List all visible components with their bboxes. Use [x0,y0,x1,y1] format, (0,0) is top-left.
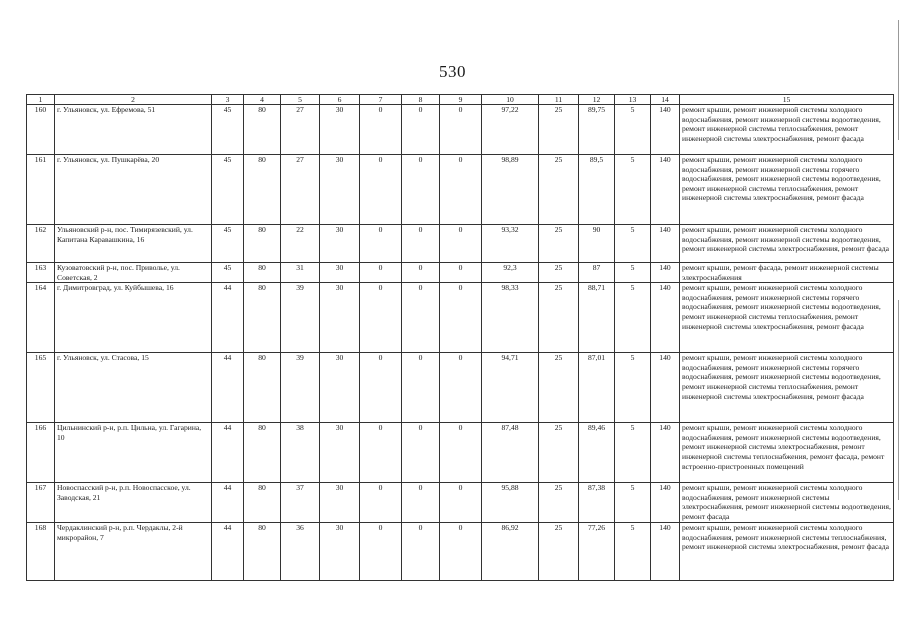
value-cell-11: 25 [539,155,579,225]
value-cell-3: 44 [212,353,244,423]
table-body [27,105,894,581]
value-cell-14: 140 [651,263,680,283]
value-cell-12: 89,5 [579,155,615,225]
value-cell-9: 0 [440,353,482,423]
value-cell-11: 25 [539,263,579,283]
value-cell-7: 0 [360,283,402,353]
value-cell-6: 30 [320,483,360,523]
value-cell-6: 30 [320,523,360,581]
row-number: 166 [27,423,55,483]
column-header-3: 3 [212,95,244,105]
value-cell-11: 25 [539,283,579,353]
value-cell-10: 97,22 [482,105,539,155]
value-cell-5: 27 [281,155,320,225]
page-number: 530 [439,62,466,81]
works-cell: ремонт крыши, ремонт инженерной системы холодного водоснабжения, ремонт инженерной системы горячего водоснабжения, ремонт инженерной системы водоотведения, ремонт инженерной системы теплоснабжения, ремонт инженерной системы электроснабжения, ремонт фасада [680,155,894,225]
value-cell-12: 87,38 [579,483,615,523]
address-cell: Ульяновский р-н, пос. Тимирязевский, ул. Капитана Каравашкина, 16 [55,225,212,263]
column-header-2: 2 [55,95,212,105]
value-cell-4: 80 [244,423,281,483]
address-cell: г. Ульяновск, ул. Пушкарёва, 20 [55,155,212,225]
table-row [27,155,894,225]
value-cell-6: 30 [320,283,360,353]
value-cell-9: 0 [440,263,482,283]
value-cell-12: 89,75 [579,105,615,155]
value-cell-3: 45 [212,225,244,263]
value-cell-6: 30 [320,155,360,225]
value-cell-7: 0 [360,353,402,423]
value-cell-5: 36 [281,523,320,581]
value-cell-14: 140 [651,225,680,263]
value-cell-5: 27 [281,105,320,155]
works-cell: ремонт крыши, ремонт инженерной системы холодного водоснабжения, ремонт инженерной системы горячего водоснабжения, ремонт инженерной системы водоотведения, ремонт инженерной системы теплоснабжения, ремонт инженерной системы электроснабжения, ремонт фасада [680,283,894,353]
value-cell-10: 98,89 [482,155,539,225]
value-cell-5: 39 [281,283,320,353]
value-cell-7: 0 [360,225,402,263]
row-number: 160 [27,105,55,155]
value-cell-4: 80 [244,283,281,353]
value-cell-4: 80 [244,105,281,155]
scan-edge-mark [898,20,899,140]
value-cell-3: 45 [212,105,244,155]
address-cell: г. Ульяновск, ул. Стасова, 15 [55,353,212,423]
column-header-11: 11 [539,95,579,105]
value-cell-5: 38 [281,423,320,483]
column-header-15: 15 [680,95,894,105]
value-cell-6: 30 [320,263,360,283]
value-cell-12: 88,71 [579,283,615,353]
works-cell: ремонт крыши, ремонт инженерной системы холодного водоснабжения, ремонт инженерной системы водоотведения, ремонт инженерной системы электроснабжения, ремонт инженерной системы теплоснабжения, ремонт фасада, ремонт встроенно-пристроенных помещений [680,423,894,483]
value-cell-12: 87 [579,263,615,283]
works-cell: ремонт крыши, ремонт инженерной системы холодного водоснабжения, ремонт инженерной системы горячего водоснабжения, ремонт инженерной системы водоотведения, ремонт инженерной системы теплоснабжения, ремонт инженерной системы электроснабжения, ремонт фасада [680,353,894,423]
value-cell-4: 80 [244,263,281,283]
works-cell: ремонт крыши, ремонт инженерной системы холодного водоснабжения, ремонт инженерной системы теплоснабжения, ремонт инженерной системы электроснабжения, ремонт фасада [680,523,894,581]
column-header-6: 6 [320,95,360,105]
value-cell-6: 30 [320,225,360,263]
row-number: 162 [27,225,55,263]
value-cell-7: 0 [360,263,402,283]
value-cell-7: 0 [360,155,402,225]
value-cell-13: 5 [615,283,651,353]
column-header-4: 4 [244,95,281,105]
value-cell-4: 80 [244,155,281,225]
value-cell-13: 5 [615,483,651,523]
value-cell-8: 0 [402,225,440,263]
works-cell: ремонт крыши, ремонт инженерной системы холодного водоснабжения, ремонт инженерной системы водоотведения, ремонт инженерной системы теплоснабжения, ремонт инженерной системы электроснабжения, ремонт фасада [680,105,894,155]
value-cell-8: 0 [402,283,440,353]
column-header-8: 8 [402,95,440,105]
value-cell-6: 30 [320,353,360,423]
value-cell-14: 140 [651,155,680,225]
value-cell-8: 0 [402,155,440,225]
value-cell-4: 80 [244,353,281,423]
value-cell-11: 25 [539,105,579,155]
value-cell-4: 80 [244,523,281,581]
column-header-13: 13 [615,95,651,105]
value-cell-8: 0 [402,483,440,523]
works-cell: ремонт крыши, ремонт инженерной системы холодного водоснабжения, ремонт инженерной системы водоотведения, ремонт инженерной системы электроснабжения, ремонт фасада [680,225,894,263]
value-cell-9: 0 [440,105,482,155]
value-cell-10: 92,3 [482,263,539,283]
scan-edge-mark [898,300,899,500]
column-header-14: 14 [651,95,680,105]
value-cell-9: 0 [440,523,482,581]
value-cell-13: 5 [615,353,651,423]
value-cell-13: 5 [615,423,651,483]
column-header-7: 7 [360,95,402,105]
column-header-9: 9 [440,95,482,105]
value-cell-13: 5 [615,155,651,225]
table-row [27,483,894,523]
value-cell-3: 44 [212,423,244,483]
row-number: 164 [27,283,55,353]
value-cell-8: 0 [402,423,440,483]
table-row [27,283,894,353]
value-cell-5: 22 [281,225,320,263]
table-row [27,105,894,155]
header-row [27,95,894,105]
value-cell-3: 44 [212,523,244,581]
value-cell-8: 0 [402,105,440,155]
row-number: 167 [27,483,55,523]
value-cell-14: 140 [651,105,680,155]
table-row [27,225,894,263]
value-cell-14: 140 [651,423,680,483]
column-header-1: 1 [27,95,55,105]
value-cell-5: 37 [281,483,320,523]
value-cell-11: 25 [539,225,579,263]
table-row [27,353,894,423]
value-cell-6: 30 [320,105,360,155]
value-cell-10: 98,33 [482,283,539,353]
address-cell: г. Ульяновск, ул. Ефремова, 51 [55,105,212,155]
value-cell-8: 0 [402,523,440,581]
value-cell-7: 0 [360,523,402,581]
value-cell-10: 86,92 [482,523,539,581]
table-row [27,423,894,483]
value-cell-11: 25 [539,483,579,523]
table-header [27,95,894,105]
value-cell-10: 95,88 [482,483,539,523]
value-cell-9: 0 [440,483,482,523]
column-header-12: 12 [579,95,615,105]
value-cell-7: 0 [360,483,402,523]
value-cell-9: 0 [440,283,482,353]
value-cell-12: 90 [579,225,615,263]
value-cell-14: 140 [651,353,680,423]
value-cell-12: 89,46 [579,423,615,483]
value-cell-13: 5 [615,225,651,263]
value-cell-4: 80 [244,483,281,523]
row-number: 161 [27,155,55,225]
value-cell-5: 31 [281,263,320,283]
value-cell-8: 0 [402,263,440,283]
value-cell-12: 77,26 [579,523,615,581]
value-cell-10: 87,48 [482,423,539,483]
value-cell-3: 44 [212,283,244,353]
value-cell-7: 0 [360,105,402,155]
column-header-10: 10 [482,95,539,105]
table-row [27,263,894,283]
value-cell-9: 0 [440,423,482,483]
value-cell-3: 45 [212,155,244,225]
houses-table [26,94,894,581]
table-row [27,523,894,581]
value-cell-13: 5 [615,105,651,155]
value-cell-3: 45 [212,263,244,283]
address-cell: Кузоватовский р-н, пос. Приволье, ул. Советская, 2 [55,263,212,283]
value-cell-10: 93,32 [482,225,539,263]
value-cell-11: 25 [539,523,579,581]
column-header-5: 5 [281,95,320,105]
value-cell-7: 0 [360,423,402,483]
value-cell-6: 30 [320,423,360,483]
value-cell-9: 0 [440,225,482,263]
address-cell: Чердаклинский р-н, р.п. Чердаклы, 2-й микрорайон, 7 [55,523,212,581]
value-cell-10: 94,71 [482,353,539,423]
works-cell: ремонт крыши, ремонт фасада, ремонт инженерной системы электроснабжения [680,263,894,283]
value-cell-5: 39 [281,353,320,423]
row-number: 168 [27,523,55,581]
value-cell-11: 25 [539,423,579,483]
row-number: 163 [27,263,55,283]
row-number: 165 [27,353,55,423]
value-cell-12: 87,01 [579,353,615,423]
value-cell-3: 44 [212,483,244,523]
works-cell: ремонт крыши, ремонт инженерной системы холодного водоснабжения, ремонт инженерной системы электроснабжения, ремонт инженерной системы водоотведения, ремонт фасада [680,483,894,523]
address-cell: Новоспасский р-н, р.п. Новоспасское, ул. Заводская, 21 [55,483,212,523]
value-cell-13: 5 [615,263,651,283]
value-cell-14: 140 [651,523,680,581]
value-cell-9: 0 [440,155,482,225]
value-cell-13: 5 [615,523,651,581]
address-cell: г. Димитровград, ул. Куйбышева, 16 [55,283,212,353]
value-cell-4: 80 [244,225,281,263]
value-cell-11: 25 [539,353,579,423]
value-cell-14: 140 [651,283,680,353]
address-cell: Цильнинский р-н, р.п. Цильна, ул. Гагарина, 10 [55,423,212,483]
value-cell-14: 140 [651,483,680,523]
value-cell-8: 0 [402,353,440,423]
